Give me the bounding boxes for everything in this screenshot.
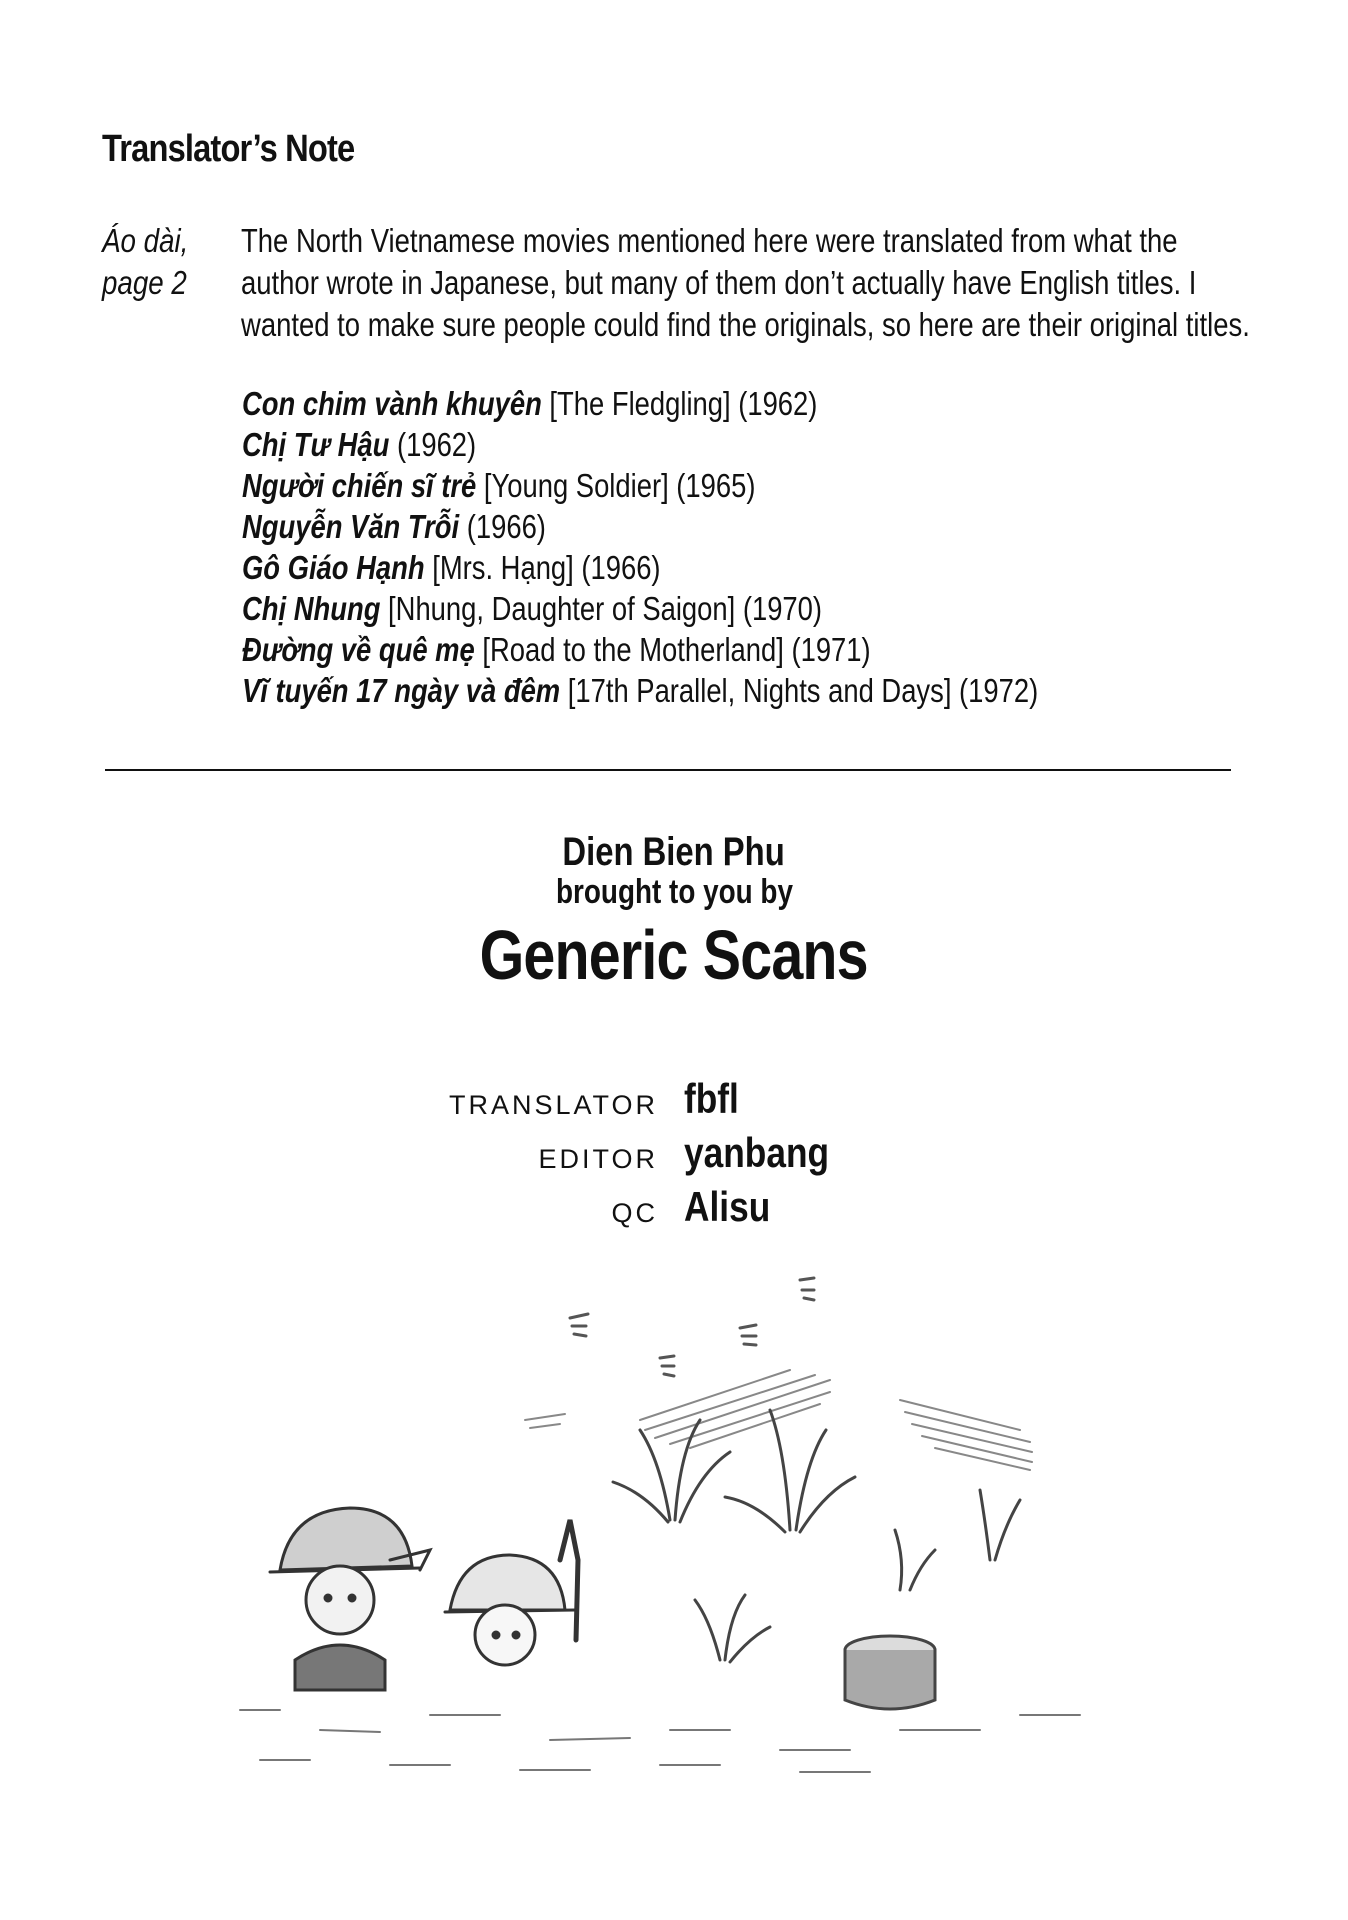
- film-entry: [242, 547, 1238, 588]
- film-title-english: [Nhung, Daughter of Saigon] (1970): [380, 590, 823, 627]
- pencil-sketch-illustration: [200, 1260, 1150, 1780]
- film-entry: [242, 670, 1238, 711]
- note-body-line: wanted to make sure people could find the originals, so here are their original titles.: [241, 306, 1250, 343]
- film-entry: [242, 383, 1238, 424]
- film-title-vietnamese: Con chim vành khuyên: [242, 385, 542, 422]
- staff-role-qc: QC: [611, 1198, 658, 1228]
- film-entry: [242, 465, 1238, 506]
- series-title: Dien Bien Phu: [562, 830, 786, 874]
- film-title-vietnamese: Chị Tư Hậu: [242, 426, 390, 463]
- film-title-english: [The Fledgling] (1962): [541, 385, 818, 422]
- film-entry: [242, 629, 1238, 670]
- sketch-marks: [570, 1278, 814, 1376]
- note-label: [102, 220, 188, 304]
- sketch-hatching: [525, 1370, 1032, 1470]
- film-title-english: (1962): [389, 426, 477, 463]
- film-title-vietnamese: Người chiến sĩ trẻ: [242, 467, 477, 504]
- film-entry: [242, 506, 1238, 547]
- note-body: [241, 220, 1250, 346]
- scanlation-group-name: Generic Scans: [479, 916, 869, 994]
- sketch-stump: [845, 1530, 935, 1709]
- film-entry: [242, 424, 1238, 465]
- sketch-plants: [613, 1410, 1020, 1662]
- staff-role-translator: TRANSLATOR: [448, 1090, 658, 1120]
- film-title-english: [Mrs. Hạng] (1966): [424, 549, 661, 586]
- brought-by-text: brought to you by: [555, 873, 793, 911]
- film-entry: [242, 588, 1238, 629]
- staff-role-editor: EDITOR: [538, 1144, 658, 1174]
- note-label-term: Áo dài,: [102, 222, 189, 259]
- translators-note-title: Translator’s Note: [102, 128, 355, 170]
- film-title-vietnamese: Nguyễn Văn Trỗi: [242, 508, 460, 545]
- film-list: [242, 383, 1238, 711]
- sketch-soldier-2: [445, 1520, 578, 1665]
- film-title-english: (1966): [459, 508, 546, 545]
- staff-name-qc: Alisu: [684, 1183, 771, 1230]
- staff-name-editor: yanbang: [684, 1129, 830, 1176]
- film-title-vietnamese: Vĩ tuyến 17 ngày và đêm: [242, 672, 561, 709]
- staff-name-translator: fbfl: [684, 1075, 739, 1122]
- section-divider: [105, 769, 1231, 771]
- film-title-english: [Young Soldier] (1965): [476, 467, 756, 504]
- sketch-soldier-1: [270, 1508, 430, 1690]
- film-title-vietnamese: Chị Nhung: [242, 590, 381, 627]
- film-title-vietnamese: Đường về quê mẹ: [242, 631, 475, 668]
- note-body-line: The North Vietnamese movies mentioned here were translated from what the: [241, 222, 1178, 259]
- film-title-english: [Road to the Motherland] (1971): [474, 631, 871, 668]
- sketch-ground: [240, 1710, 1080, 1772]
- note-label-page: page 2: [102, 264, 187, 301]
- film-title-vietnamese: Gô Giáo Hạnh: [242, 549, 425, 586]
- note-body-line: author wrote in Japanese, but many of them don’t actually have English titles. I: [241, 264, 1197, 301]
- film-title-english: [17th Parallel, Nights and Days] (1972): [560, 672, 1039, 709]
